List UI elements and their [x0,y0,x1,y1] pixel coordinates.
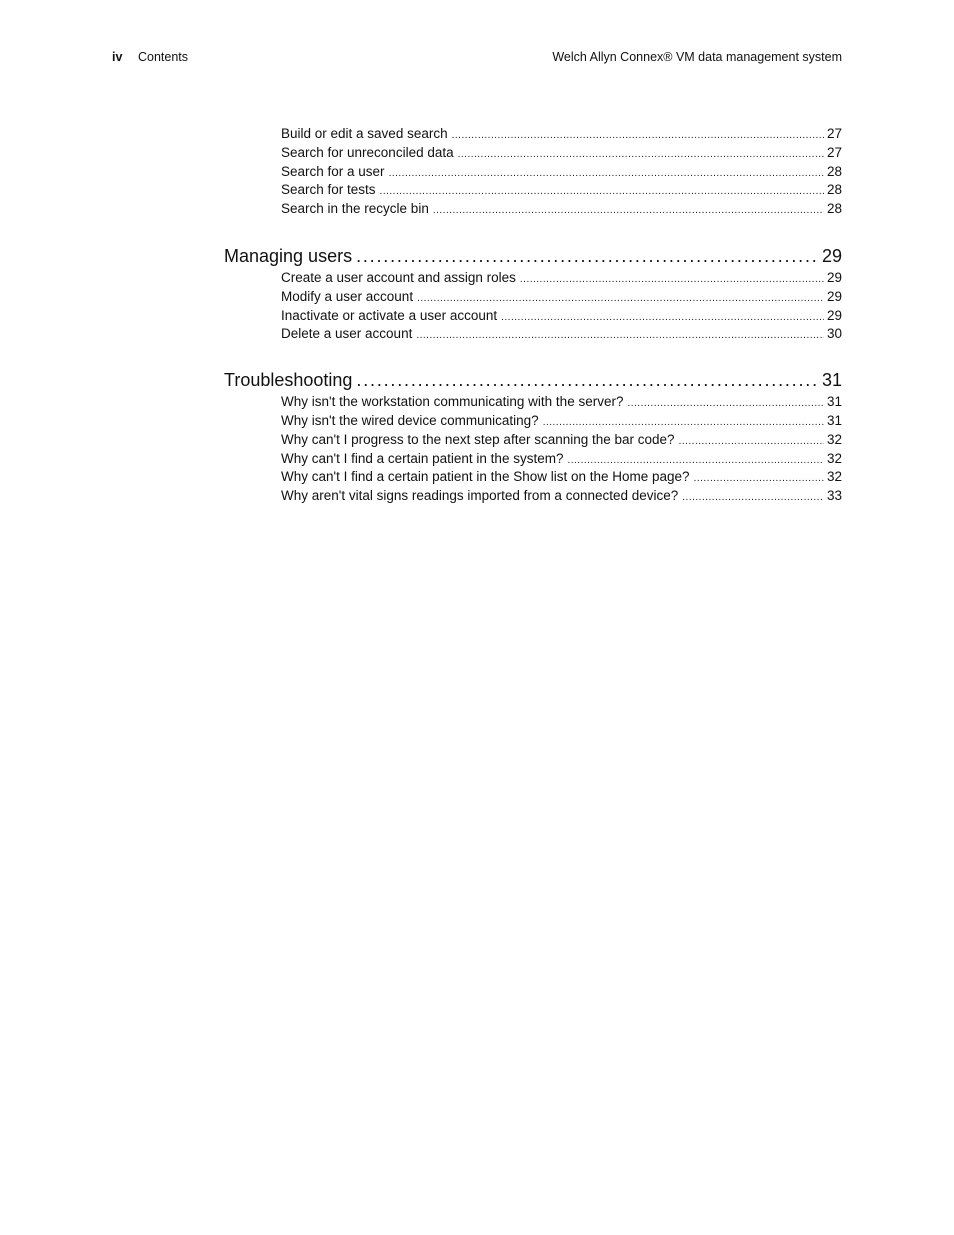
toc-entry-page: 30 [826,326,842,342]
dot-leader [501,307,824,328]
toc-entry-page: 31 [826,394,842,410]
toc-entry-title: Build or edit a saved search [281,126,448,141]
toc-entry-page: 29 [826,288,842,304]
dot-leader [389,163,824,184]
toc-group-search [224,125,842,219]
toc-entry[interactable] [281,163,842,182]
toc-entry[interactable] [281,125,842,144]
document-title: Welch Allyn Connex® VM data management system [552,50,842,64]
dot-leader [380,181,824,202]
toc-entry-page: 33 [826,488,842,504]
dot-leader [458,144,824,165]
toc-entry-page: 27 [826,126,842,141]
dot-leader [433,200,824,221]
page-header [112,50,842,68]
toc-entry-title: Why aren't vital signs readings imported from a connected device? [281,488,679,504]
toc-entry-title: Search for tests [281,182,376,198]
table-of-contents [224,125,842,506]
toc-entry-page: 28 [826,201,842,217]
toc-entry-title: Search in the recycle bin [281,201,429,217]
toc-entry[interactable] [281,412,842,431]
toc-entry-title: Why isn't the wired device communicating? [281,412,539,428]
toc-entry[interactable] [281,307,842,326]
toc-entry[interactable] [281,487,842,506]
toc-entry[interactable] [281,144,842,163]
toc-entry-title: Modify a user account [281,288,414,304]
toc-entry[interactable] [281,393,842,412]
dot-leader [694,468,824,489]
toc-entry[interactable] [281,431,842,450]
page-number: iv [112,50,123,64]
toc-entry[interactable] [281,288,842,307]
toc-chapter-title: Troubleshooting [224,370,353,391]
toc-entry-page: 32 [826,450,842,466]
dot-leader [520,269,824,290]
toc-entry-page: 29 [826,269,842,285]
dot-leader [543,412,824,433]
toc-entry-title: Create a user account and assign roles [281,269,516,285]
toc-entry-title: Why can't I find a certain patient in the system? [281,450,564,466]
dot-leader [682,487,824,508]
toc-entry-page: 32 [826,469,842,485]
dot-leader [416,325,824,346]
dot-leader [627,393,824,414]
toc-entry-title: Delete a user account [281,326,413,342]
toc-entry[interactable] [281,181,842,200]
toc-entry-title: Search for unreconciled data [281,144,454,160]
toc-entry-page: 31 [826,412,842,428]
dot-leader [417,288,824,309]
toc-entry-title: Inactivate or activate a user account [281,307,498,323]
toc-chapter-managing-users[interactable] [224,243,842,269]
dot-leader [356,243,819,269]
toc-entry-page: 28 [826,182,842,198]
toc-entry[interactable] [281,450,842,469]
toc-entry-title: Search for a user [281,163,385,179]
dot-leader [356,367,819,393]
toc-entry-page: 32 [826,431,842,447]
toc-chapter-title: Managing users [224,245,353,266]
dot-leader [452,125,824,146]
dot-leader [567,450,824,471]
toc-chapter-page: 31 [821,370,842,391]
toc-entry[interactable] [281,269,842,288]
toc-chapter-troubleshooting[interactable] [224,367,842,393]
toc-chapter-page: 29 [821,245,842,266]
section-name: Contents [138,50,189,64]
toc-entry[interactable] [281,468,842,487]
toc-entry-title: Why can't I progress to the next step after scanning the bar code? [281,431,675,447]
toc-entry-page: 29 [826,307,842,323]
toc-entry-title: Why can't I find a certain patient in the Show list on the Home page? [281,469,690,485]
toc-entry-page: 28 [826,163,842,179]
toc-group-troubleshooting [224,393,842,506]
toc-group-users [224,269,842,344]
toc-entry[interactable] [281,325,842,344]
toc-entry-title: Why isn't the workstation communicating with the server? [281,394,624,410]
dot-leader [679,431,824,452]
toc-entry-page: 27 [826,144,842,160]
toc-entry[interactable] [281,200,842,219]
